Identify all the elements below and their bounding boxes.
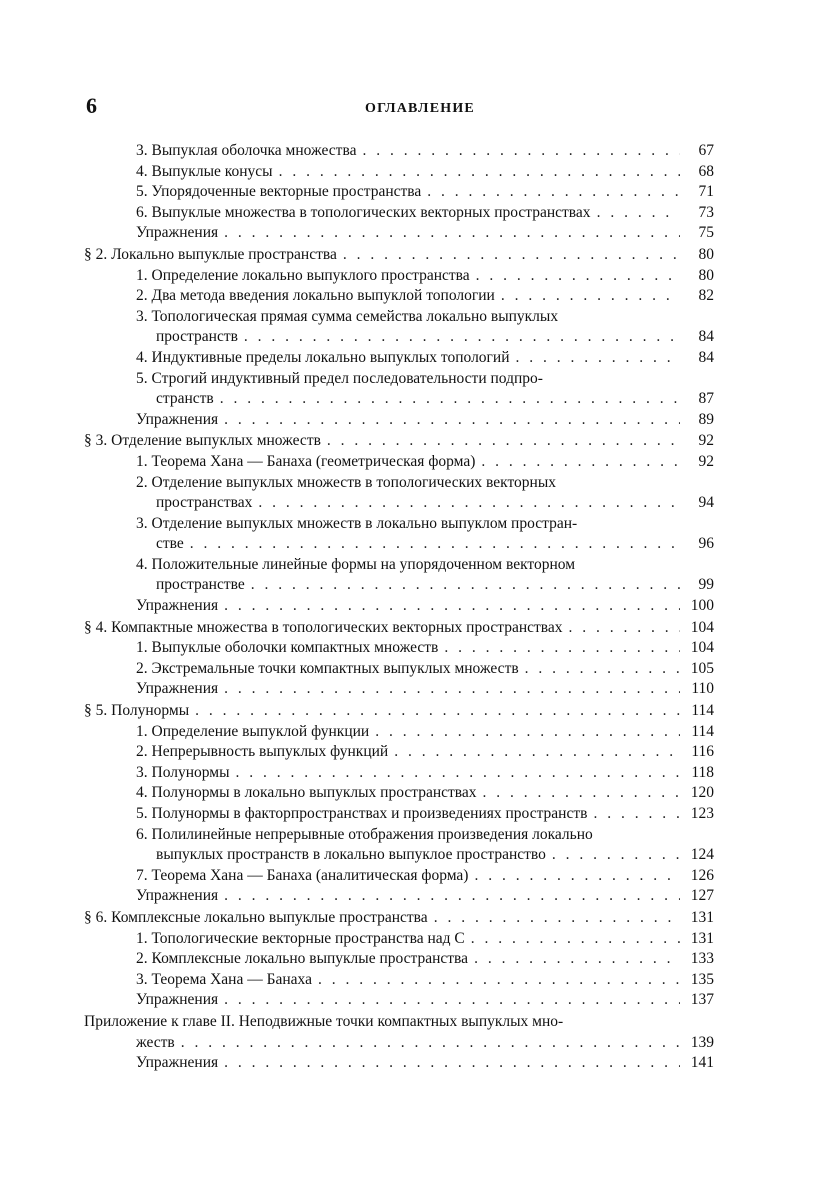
toc-entry-title: 3. Теорема Хана — Банаха xyxy=(136,970,312,988)
toc-page-number: 94 xyxy=(698,494,714,512)
dot-leader xyxy=(220,389,680,410)
toc-page-number: 84 xyxy=(698,328,714,346)
toc-entry[interactable] xyxy=(84,722,714,743)
page-title: ОГЛАВЛЕНИЕ xyxy=(365,101,475,116)
toc-entry[interactable] xyxy=(84,783,714,804)
dot-leader xyxy=(593,804,680,825)
toc-entry-title: 2. Непрерывность выпуклых функций xyxy=(136,743,389,761)
toc-entry[interactable] xyxy=(84,596,714,617)
toc-page-number: 104 xyxy=(690,639,714,657)
toc-entry-title: 2. Отделение выпуклых множеств в топологических векторных xyxy=(136,473,556,491)
dot-leader xyxy=(569,618,680,639)
dot-leader xyxy=(444,638,680,659)
toc-entry-title: 3. Топологическая прямая сумма семейства локально выпуклых xyxy=(136,307,559,325)
toc-section[interactable] xyxy=(84,618,714,639)
toc-entry[interactable] xyxy=(84,514,714,555)
toc-page-number: 104 xyxy=(690,618,714,636)
toc-page-number: 120 xyxy=(690,784,714,802)
toc-page-number: 137 xyxy=(690,991,714,1009)
toc-entry[interactable] xyxy=(84,162,714,183)
toc-page-number: 71 xyxy=(698,183,714,201)
toc-entry-title: 5. Полунормы в факторпространствах и произведениях пространств xyxy=(136,805,588,822)
toc-entry-title: Упражнения xyxy=(136,224,219,242)
toc-entry-title: пространств xyxy=(156,328,238,346)
toc-entry-title: 1. Определение локально выпуклого пространства xyxy=(136,266,470,284)
dot-leader xyxy=(224,223,680,244)
dot-leader xyxy=(244,327,680,348)
toc-page-number: 110 xyxy=(691,680,714,698)
dot-leader xyxy=(481,452,680,473)
toc-entry[interactable] xyxy=(84,990,714,1011)
toc-entry-title: Упражнения xyxy=(136,991,219,1009)
dot-leader xyxy=(474,866,680,887)
dot-leader xyxy=(362,141,680,162)
toc-page-number: 80 xyxy=(698,266,714,284)
toc-entry-title: 1. Выпуклые оболочки компактных множеств xyxy=(136,639,439,657)
toc-entry[interactable] xyxy=(84,949,714,970)
toc-entry-title: странств xyxy=(156,390,214,408)
toc-entry[interactable] xyxy=(84,182,714,203)
toc-section[interactable] xyxy=(84,431,714,452)
toc-page-number: 124 xyxy=(690,846,714,864)
toc-page-number: 127 xyxy=(690,887,714,905)
dot-leader xyxy=(394,742,680,763)
dot-leader xyxy=(471,929,680,950)
toc-entry[interactable] xyxy=(84,866,714,887)
toc-entry-title: 2. Два метода введения локально выпуклой топологии xyxy=(136,287,495,305)
toc-page-number: 131 xyxy=(690,908,714,926)
toc-entry-title: 3. Полунормы xyxy=(136,763,230,781)
toc-entry[interactable] xyxy=(84,348,714,369)
toc-entry-title: пространстве xyxy=(156,576,245,594)
toc-entry-title: § 6. Комплексные локально выпуклые пространства xyxy=(84,908,428,926)
toc-page-number: 73 xyxy=(698,203,714,221)
toc-entry-title: Упражнения xyxy=(136,887,219,905)
toc-entry-title: Упражнения xyxy=(136,680,219,698)
dot-leader xyxy=(251,575,680,596)
toc-page-number: 123 xyxy=(690,805,714,822)
toc-page-number: 82 xyxy=(698,287,714,305)
toc-page-number: 87 xyxy=(698,390,714,408)
page-number: 6 xyxy=(86,93,97,118)
toc-page-number: 99 xyxy=(698,576,714,594)
toc-page-number: 105 xyxy=(690,659,714,677)
dot-leader xyxy=(258,493,680,514)
toc-entry-title: 2. Комплексные локально выпуклые пространства xyxy=(136,950,469,968)
toc-entry[interactable] xyxy=(84,804,714,825)
dot-leader xyxy=(195,701,680,722)
toc-entry[interactable] xyxy=(84,742,714,763)
toc-entry-title: стве xyxy=(156,535,184,553)
toc-entry-title: 1. Теорема Хана — Банаха (геометрическая форма) xyxy=(136,452,476,470)
toc-page-number: 133 xyxy=(690,950,714,968)
toc-entry[interactable] xyxy=(84,886,714,907)
toc-page-number: 92 xyxy=(698,452,714,470)
toc-entry[interactable] xyxy=(84,307,714,348)
dot-leader xyxy=(516,348,680,369)
dot-leader xyxy=(501,286,680,307)
toc-entry-title: § 5. Полунормы xyxy=(84,702,190,720)
dot-leader xyxy=(224,886,680,907)
dot-leader xyxy=(279,162,680,183)
toc-entry[interactable] xyxy=(84,1053,714,1074)
toc-page-number: 116 xyxy=(691,743,714,761)
dot-leader xyxy=(318,970,680,991)
toc-entry-title: Упражнения xyxy=(136,597,219,615)
dot-leader xyxy=(224,410,680,431)
toc-entry-title: § 3. Отделение выпуклых множеств xyxy=(84,432,321,450)
toc-page-number: 100 xyxy=(690,597,714,615)
toc-page-number: 89 xyxy=(698,410,714,428)
toc-page-number: 118 xyxy=(691,763,714,781)
toc-page-number: 68 xyxy=(698,162,714,180)
toc-entry[interactable] xyxy=(84,638,714,659)
toc-entry[interactable] xyxy=(84,679,714,700)
toc-entry-title: § 2. Локально выпуклые пространства xyxy=(84,245,337,263)
dot-leader xyxy=(190,534,680,555)
toc-entry[interactable] xyxy=(84,452,714,473)
dot-leader xyxy=(476,266,680,287)
dot-leader xyxy=(483,783,680,804)
dot-leader xyxy=(474,949,680,970)
dot-leader xyxy=(343,245,680,266)
toc-entry[interactable] xyxy=(84,203,714,224)
toc-entry-title: § 4. Компактные множества в топологических векторных пространствах xyxy=(84,618,563,636)
toc-page-number: 139 xyxy=(690,1033,714,1051)
toc-entry-title: 4. Индуктивные пределы локально выпуклых топологий xyxy=(136,348,510,366)
dot-leader xyxy=(181,1033,680,1054)
toc-entry[interactable] xyxy=(84,286,714,307)
toc-entry[interactable] xyxy=(84,929,714,950)
toc-page-number: 131 xyxy=(690,929,714,947)
toc-section[interactable] xyxy=(84,908,714,929)
dot-leader xyxy=(525,659,680,680)
dot-leader xyxy=(224,596,680,617)
dot-leader xyxy=(434,908,680,929)
toc-entry-title: 4. Положительные линейные формы на упорядоченном векторном xyxy=(136,555,576,573)
toc-entry-title: 2. Экстремальные точки компактных выпуклых множеств xyxy=(136,659,519,677)
toc-entry-title: 1. Топологические векторные пространства над C xyxy=(136,929,465,947)
toc-section[interactable] xyxy=(84,245,714,266)
toc-entry-title: 4. Полунормы в локально выпуклых пространствах xyxy=(136,784,477,802)
toc-page-number: 67 xyxy=(698,142,714,159)
toc-page-number: 80 xyxy=(698,245,714,263)
toc-entry-title: 1. Определение выпуклой функции xyxy=(136,722,370,740)
toc-entry-title: 3. Отделение выпуклых множеств в локально выпуклом простран- xyxy=(136,514,578,532)
toc-entry-title: Упражнения xyxy=(136,410,219,428)
toc-entry[interactable] xyxy=(84,555,714,596)
toc-page-number: 114 xyxy=(691,722,714,740)
dot-leader xyxy=(224,990,680,1011)
toc-section[interactable] xyxy=(84,1012,714,1053)
toc-page-number: 141 xyxy=(690,1054,714,1072)
toc-entry[interactable] xyxy=(84,825,714,866)
toc-entry[interactable] xyxy=(84,473,714,514)
toc-entry[interactable] xyxy=(84,763,714,784)
toc-entry-title: 5. Строгий индуктивный предел последовательности подпро- xyxy=(136,369,543,387)
toc-entry-title: 3. Выпуклая оболочка множества xyxy=(136,142,357,159)
dot-leader xyxy=(236,763,680,784)
dot-leader xyxy=(224,679,680,700)
toc-page-number: 114 xyxy=(691,702,714,720)
dot-leader xyxy=(375,722,680,743)
dot-leader xyxy=(552,845,680,866)
toc-page-number: 96 xyxy=(698,535,714,553)
dot-leader xyxy=(427,182,680,203)
toc-entry[interactable] xyxy=(84,141,714,162)
toc-entry-title: 6. Выпуклые множества в топологических векторных пространствах xyxy=(136,203,591,221)
toc-entry-title: 7. Теорема Хана — Банаха (аналитическая форма) xyxy=(136,866,469,884)
table-of-contents xyxy=(84,141,714,1074)
toc-section[interactable] xyxy=(84,701,714,722)
toc-page-number: 135 xyxy=(690,970,714,988)
toc-entry-title: 5. Упорядоченные векторные пространства xyxy=(136,183,422,201)
toc-entry[interactable] xyxy=(84,223,714,244)
toc-entry-title: Приложение к главе II. Неподвижные точки компактных выпуклых мно- xyxy=(84,1012,564,1030)
toc-entry[interactable] xyxy=(84,659,714,680)
toc-entry-title: выпуклых пространств в локально выпуклое пространство xyxy=(156,846,546,864)
toc-page-number: 126 xyxy=(690,866,714,884)
toc-page-number: 75 xyxy=(698,224,714,242)
toc-entry[interactable] xyxy=(84,266,714,287)
toc-page-number: 84 xyxy=(698,348,714,366)
dot-leader xyxy=(597,203,680,224)
toc-entry-title: жеств xyxy=(136,1033,175,1051)
toc-page-number: 92 xyxy=(698,432,714,450)
toc-entry[interactable] xyxy=(84,369,714,410)
toc-entry-title: 4. Выпуклые конусы xyxy=(136,162,273,180)
toc-entry-title: пространствах xyxy=(156,494,253,512)
toc-entry[interactable] xyxy=(84,970,714,991)
toc-entry-title: 6. Полилинейные непрерывные отображения произведения локально xyxy=(136,825,593,843)
dot-leader xyxy=(327,431,680,452)
toc-entry[interactable] xyxy=(84,410,714,431)
toc-entry-title: Упражнения xyxy=(136,1054,219,1072)
dot-leader xyxy=(224,1053,680,1074)
